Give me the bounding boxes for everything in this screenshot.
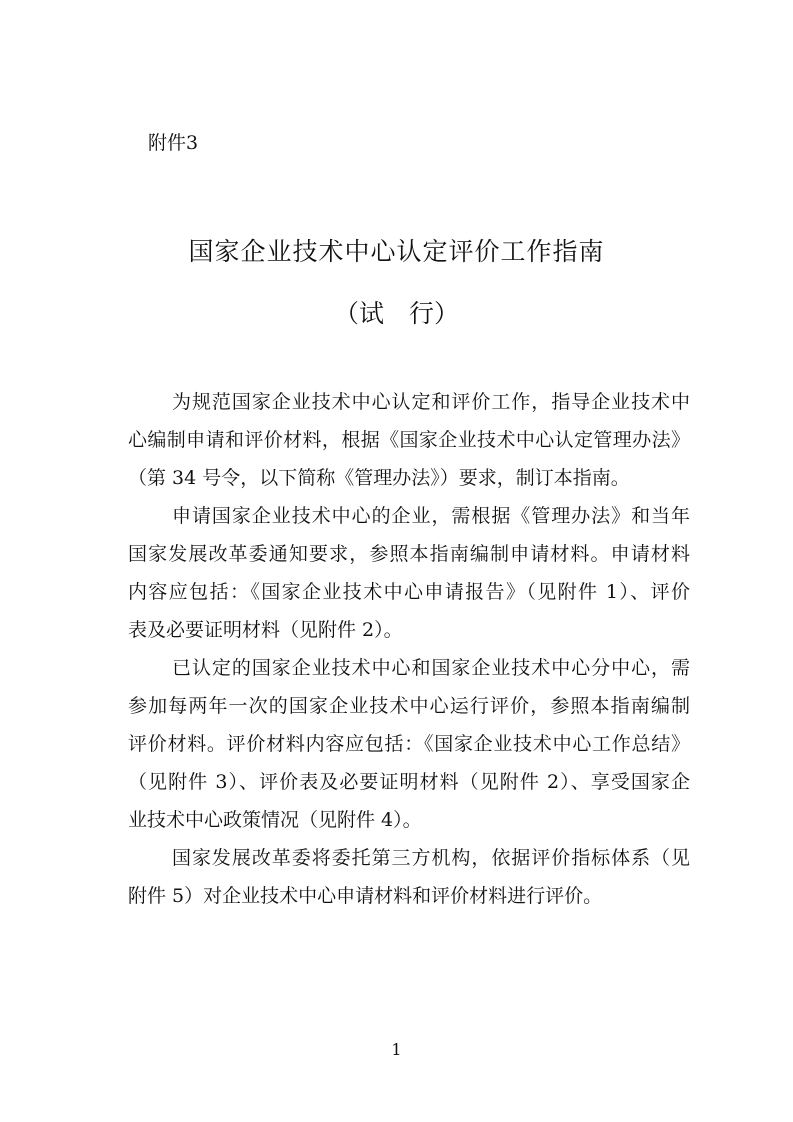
document-subtitle: （试 行）	[333, 299, 459, 328]
text-line: 附件 5）对企业技术中心申请材料和评价材料进行评价。	[128, 885, 603, 907]
text-line: 国家发展改革委通知要求，参照本指南编制申请材料。申请材料	[128, 543, 690, 565]
document-title: 国家企业技术中心认定评价工作指南	[188, 237, 605, 266]
text-line: 评价材料。评价材料内容应包括：《国家企业技术中心工作总结》	[128, 733, 690, 755]
text-line: 为规范国家企业技术中心认定和评价工作，指导企业技术中	[172, 391, 690, 413]
text-line: （第 34 号令，以下简称《管理办法》）要求，制订本指南。	[128, 467, 630, 489]
text-line: 表及必要证明材料（见附件 2）。	[128, 619, 403, 641]
text-line: 参加每两年一次的国家企业技术中心运行评价，参照本指南编制	[128, 695, 690, 717]
page-number: 1	[391, 1040, 402, 1059]
text-line: 心编制申请和评价材料，根据《国家企业技术中心认定管理办法》	[128, 429, 690, 451]
text-line: 业技术中心政策情况（见附件 4）。	[128, 809, 422, 831]
text-line: （见附件 3）、评价表及必要证明材料（见附件 2）、享受国家企	[128, 771, 690, 793]
attachment-label: 附件3	[148, 132, 199, 154]
text-line: 申请国家企业技术中心的企业，需根据《管理办法》和当年	[172, 505, 690, 527]
text-line: 内容应包括：《国家企业技术中心申请报告》（见附件 1）、评价	[128, 581, 690, 603]
text-line: 已认定的国家企业技术中心和国家企业技术中心分中心，需	[172, 657, 690, 679]
text-line: 国家发展改革委将委托第三方机构，依据评价指标体系（见	[172, 847, 690, 869]
